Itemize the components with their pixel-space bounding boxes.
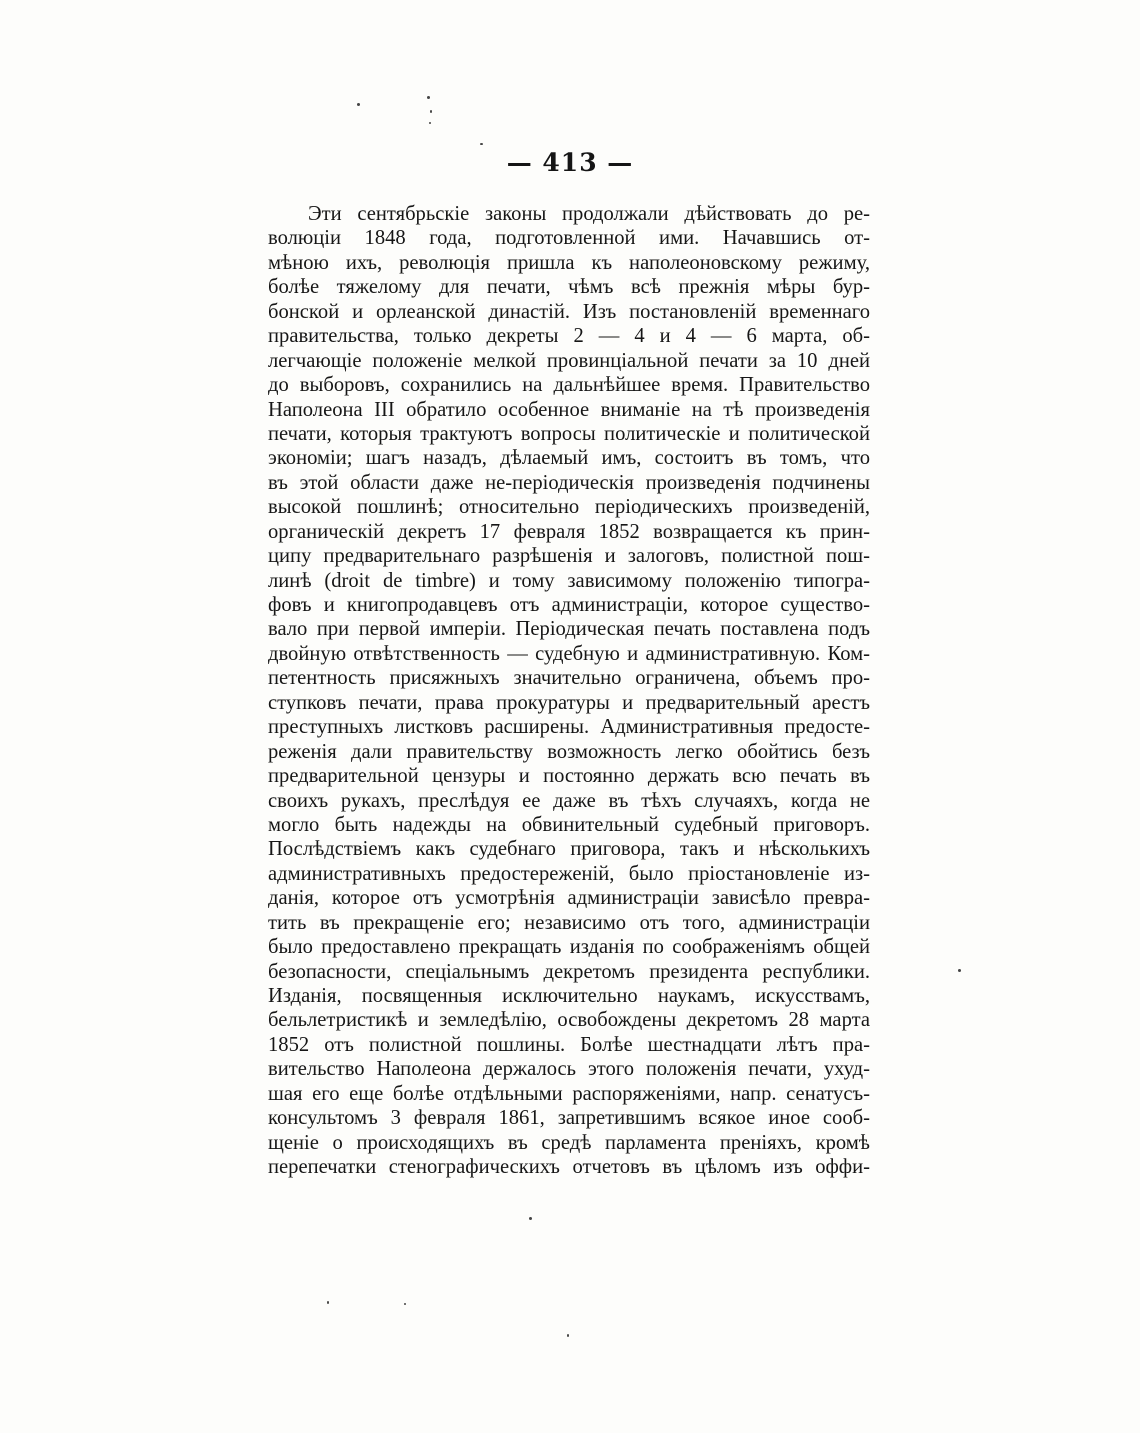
text-line: перепечатки стенографическихъ отчетовъ въ цѣломъ изъ оффи- — [268, 1156, 870, 1179]
text-line: 1852 отъ полистной пошлины. Болѣе шестнадцати лѣтъ пра- — [268, 1033, 870, 1056]
scan-speck — [327, 1301, 329, 1304]
scan-speck — [567, 1334, 569, 1337]
page-number: — 413 — — [506, 148, 634, 177]
text-line: органическій декретъ 17 февраля 1852 возвращается къ прин- — [268, 520, 870, 543]
text-line: бельлетристикѣ и земледѣлію, освобождены декретомъ 28 марта — [268, 1009, 870, 1032]
text-line: Изданія, посвященныя исключительно наукамъ, искусствамъ, — [268, 985, 870, 1007]
text-line: двойную отвѣтственность — судебную и административную. Ком- — [268, 642, 870, 665]
text-line: ципу предварительнаго разрѣшенія и залоговъ, полистной пош- — [268, 545, 870, 568]
text-line: могло быть надежды на обвинительный судебный приговоръ. — [268, 813, 870, 836]
scan-speck — [529, 1217, 532, 1220]
text-line: было предоставлено прекращать изданія по соображеніямъ общей — [268, 936, 870, 959]
text-line: щеніе о происходящихъ въ средѣ парламента преніяхъ, кромѣ — [268, 1131, 870, 1154]
text-line: реженія дали правительству возможность легко обойтись безъ — [268, 740, 870, 763]
text-line: Эти сентябрьскіе законы продолжали дѣйствовать до ре- — [308, 203, 870, 225]
text-line: правительства, только декреты 2 — 4 и 4 — 6 марта, об- — [268, 325, 870, 348]
scan-speck — [429, 122, 431, 124]
scan-speck — [427, 96, 430, 99]
scan-speck — [404, 1303, 406, 1305]
text-line: печати, которыя трактуютъ вопросы политическіе и политической — [268, 422, 870, 445]
text-line: предварительной цензуры и постоянно держать всю печать въ — [268, 765, 870, 788]
text-line: безопасности, спеціальнымъ декретомъ президента республики. — [268, 960, 870, 983]
text-line: экономіи; шагъ назадъ, дѣлаемый имъ, состоитъ въ томъ, что — [268, 447, 870, 470]
text-line: данія, которое отъ усмотрѣнія администраціи зависѣло превра- — [268, 887, 870, 910]
body-text — [268, 202, 870, 1180]
text-line: ступковъ печати, права прокуратуры и предварительный арестъ — [268, 691, 870, 714]
text-line: Наполеона III обратило особенное вниманіе на тѣ произведенія — [268, 398, 870, 421]
scan-speck — [958, 969, 961, 972]
text-line: Послѣдствіемъ какъ судебнаго приговора, такъ и нѣсколькихъ — [268, 838, 870, 861]
text-line: петентность присяжныхъ значительно ограничена, объемъ про- — [268, 667, 870, 690]
text-line: административныхъ предостереженій, было пріостановленіе из- — [268, 862, 870, 885]
text-line: легчающіе положеніе мелкой провинціальной печати за 10 дней — [268, 349, 870, 372]
text-line: линѣ (droit de timbre) и тому зависимому положенію типогра- — [268, 569, 870, 592]
text-line: волюціи 1848 года, подготовленной ими. Начавшись от- — [268, 227, 870, 250]
scan-speck — [430, 110, 432, 113]
scan-speck — [357, 103, 360, 106]
text-line: въ этой области даже не-періодическія произведенія подчинены — [268, 471, 870, 494]
text-line: шая его еще болѣе отдѣльными распоряженіями, напр. сенатусъ- — [268, 1082, 870, 1105]
text-line: консультомъ 3 февраля 1861, запретившимъ всякое иное сооб- — [268, 1107, 870, 1130]
text-line: фовъ и книгопродавцевъ отъ администраціи, которое существо- — [268, 594, 870, 616]
text-line: своихъ рукахъ, преслѣдуя ее даже въ тѣхъ случаяхъ, когда не — [268, 789, 870, 812]
text-line: вительство Наполеона держалось этого положенія печати, ухуд- — [268, 1058, 870, 1081]
text-line: болѣе тяжелому для печати, чѣмъ всѣ прежнія мѣры бур- — [268, 276, 870, 299]
text-line: преступныхъ листковъ расширены. Административныя предосте- — [268, 716, 870, 739]
text-line: тить въ прекращеніе его; независимо отъ того, администраціи — [268, 911, 870, 934]
text-line: высокой пошлинѣ; относительно періодическихъ произведеній, — [268, 496, 870, 519]
text-line: до выборовъ, сохранились на дальнѣйшее время. Правительство — [268, 374, 870, 397]
text-line: вало при первой имперіи. Періодическая печать поставлена подъ — [268, 618, 870, 641]
scan-speck — [480, 143, 483, 145]
text-line: мѣною ихъ, революція пришла къ наполеоновскому режиму, — [268, 251, 870, 274]
text-line: бонской и орлеанской династій. Изъ постановленій временнаго — [268, 300, 870, 323]
